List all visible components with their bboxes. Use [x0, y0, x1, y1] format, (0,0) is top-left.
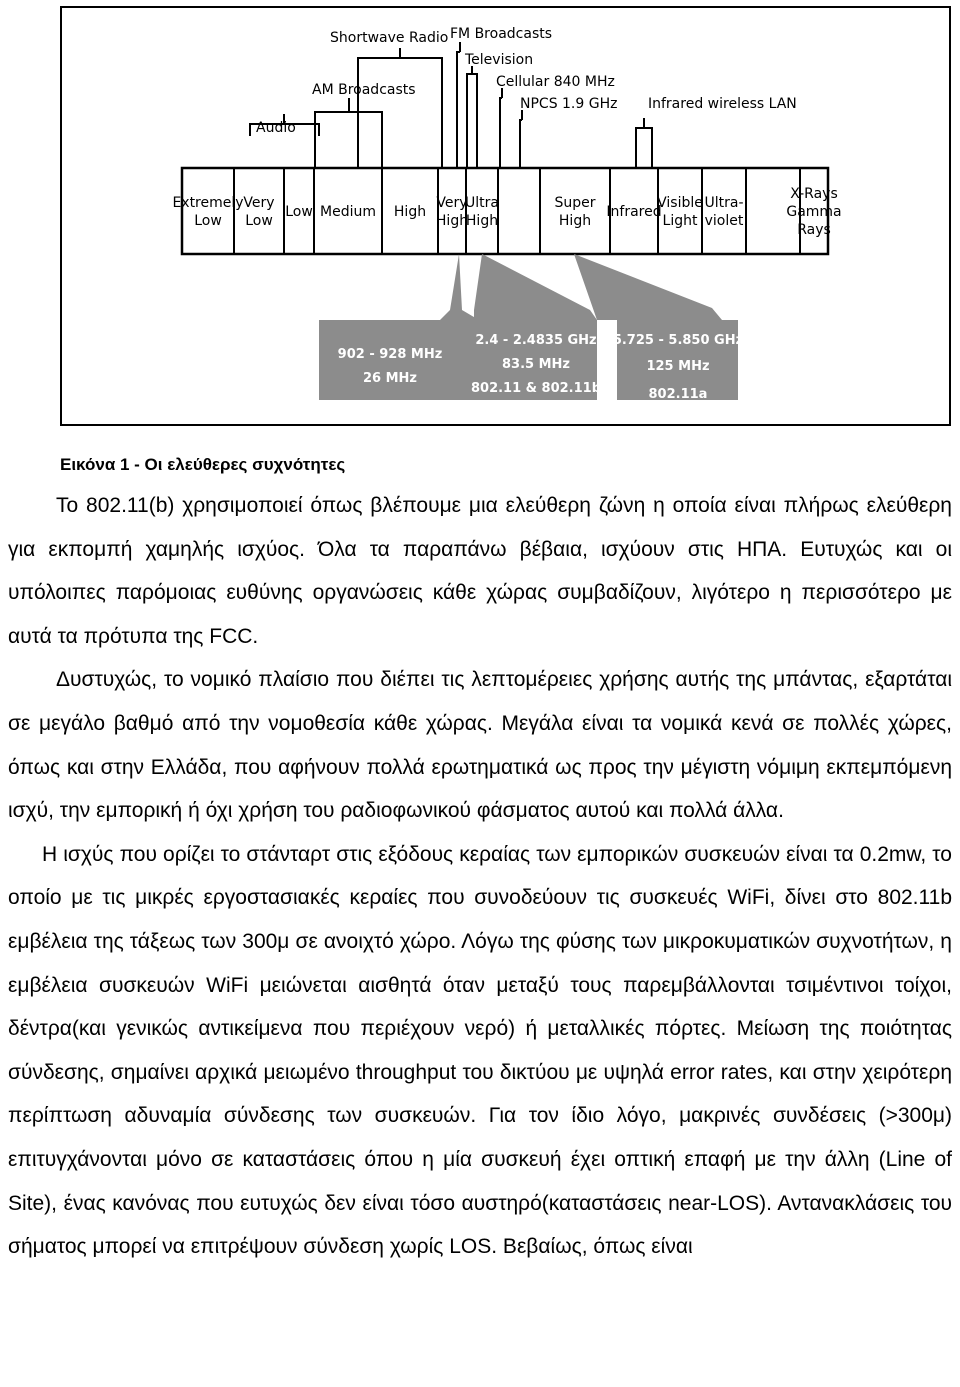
band-label-line: Super [554, 195, 596, 211]
band-label-line: High [435, 213, 469, 229]
band-label-line: X-Rays [790, 186, 838, 202]
paragraph-1: Το 802.11(b) χρησιμοποιεί όπως βλέπουμε μια ελεύθερη ζώνη η οποία είναι πλήρως ελεύθερη για εκπομπή χαμηλής ισχύος. Όλα τα παραπάνω βέβαια, ισχύουν στις ΗΠΑ. Ευτυχώς και οι υπόλοιπες παρόμοιας ευθύνης οργανώσεις κάθε χώρας συμβαδίζουν, λιγότερο η περισσότερο με αυτά τα πρότυπα της FCC. [8, 494, 952, 648]
band-label [285, 204, 313, 220]
cellular-bracket [500, 88, 502, 168]
figure-caption: Εικόνα 1 - Οι ελεύθερες συχνότητες [60, 455, 346, 474]
paragraph-3: Η ισχύς που ορίζει το στάνταρτ στις εξόδους κεραίας των εμπορικών συσκευών είναι τα 0.2mw, το οποίο με τις μικρές εργοστασιακές κεραίες που συνοδεύουν τις συσκευές WiFi, δίνει στο 802.11b εμβέλεια της τάξεως των 300μ σε ανοιχτό χώρο. Λόγω της φύσης των μικροκυματικών συχνοτήτων, η εμβέλεια συσκευών WiFi μειώνεται αισθητά όταν μεταξύ τους παρεμβάλλονται τσιμέντινοι τοίχοι, δέντρα(και γενικώς αντικείμενα που περιέχουν νερό) ή μεταλλικές πόρτες. Μείωση της ποιότητας σύνδεσης, σημαίνει αρχικά μειωμένο throughput του δικτύου με υψηλά error rates, και στην χειρότερη περίπτωση αδυναμία σύνδεσης των συσκευών. Για τον ίδιο λόγο, μακρινές συνδέσεις (>300μ) επιτυγχάνονται μόνο σε καταστάσεις όπου η μία συσκευή έχει οπτική επαφή με την άλλη (Line of Site), ένας κανόνας που ευτυχώς δεν είναι τόσο αυστηρό(καταστάσεις near-LOS). Αντανακλάσεις του σήματος μπορεί να επιτρέψουν σύνδεση χωρίς LOS. Βεβαίως, όπως είναι [8, 842, 952, 1259]
band-label-line: Low [285, 204, 313, 220]
spectrum-bar [172, 168, 841, 254]
band-label [243, 195, 274, 229]
shortwave-bracket [358, 48, 442, 168]
band-label-line: High [465, 213, 499, 229]
infrared-bracket [636, 118, 652, 168]
spectrum-bar-outline [182, 168, 828, 254]
infrared-lan-label: Infrared wireless LAN [648, 96, 797, 112]
band-label [436, 195, 468, 229]
band-label-line: Visible [657, 195, 703, 211]
ism-5800-width: 125 MHz [646, 359, 710, 374]
cellular-label: Cellular 840 MHz [496, 74, 615, 90]
paragraph-2: Δυστυχώς, το νομικό πλαίσιο που διέπει τις λεπτομέρειες χρήσης αυτής της μπάντας, εξαρτάται σε μεγάλο βαθμό από την νομοθεσία κάθε χώρας. Μεγάλα είναι τα νομικά κενά σε πολλές χώρες, όπως και στην Ελλάδα, που αφήνουν πολλά ερωτηματικά ως προς την μέγιστη νόμιμη εκπεμπόμενη ισχύ, την εμπορική ή όχι χρήση του ραδιοφωνικού φάσματος αυτού και πολλά άλλα. [8, 668, 952, 823]
band-label-line: Ultra [465, 195, 499, 211]
npcs-bracket [520, 110, 522, 168]
band-label-line: Infrared [606, 204, 662, 220]
tv-bracket [467, 66, 477, 168]
band-label-line: Ultra- [704, 195, 744, 211]
band-label [606, 204, 661, 220]
band-label-line: High [393, 204, 427, 220]
band-label [394, 204, 426, 220]
band-label [704, 195, 743, 229]
band-label-line: Very [243, 195, 275, 211]
ism-5800-standard: 802.11a [648, 387, 708, 402]
am-label: AM Broadcasts [312, 82, 416, 98]
band-label [554, 195, 595, 229]
band-label-line: Low [245, 213, 273, 229]
ism-funnel-5800 [574, 254, 738, 400]
am-bracket [315, 98, 382, 168]
band-label-line: High [558, 213, 592, 229]
ism-funnel-2400 [474, 254, 597, 400]
ism-2400-width: 83.5 MHz [502, 357, 570, 372]
audio-label: Audio [256, 120, 296, 136]
band-label [320, 204, 376, 220]
shortwave-label: Shortwave Radio [330, 30, 449, 46]
band-label-line: violet [704, 213, 744, 229]
band-label [786, 186, 841, 238]
ism-900-range: 902 - 928 MHz [337, 347, 443, 362]
band-label-line: Medium [320, 204, 376, 220]
tv-label: Television [465, 52, 534, 68]
band-label-line: Gamma [786, 204, 842, 220]
spectrum-figure [60, 6, 951, 426]
ism-2400-range: 2.4 - 2.4835 GHz [475, 333, 597, 348]
body-text [8, 484, 952, 1269]
spectrum-diagram [62, 8, 948, 423]
ism-5800-range: 5.725 - 5.850 GHz [612, 333, 744, 348]
band-label-line: Rays [797, 222, 831, 238]
npcs-label: NPCS 1.9 GHz [520, 96, 618, 112]
band-label-line: Very [436, 195, 468, 211]
band-label-line: Light [662, 213, 698, 229]
band-label [465, 195, 499, 229]
fm-label: FM Broadcasts [450, 26, 553, 42]
ism-900-width: 26 MHz [363, 371, 417, 386]
band-label-line: Extremely [172, 195, 244, 211]
band-label [657, 195, 703, 229]
fm-bracket [457, 42, 460, 168]
band-label-line: Low [194, 213, 222, 229]
ism-2400-standard: 802.11 & 802.11b [470, 381, 602, 396]
